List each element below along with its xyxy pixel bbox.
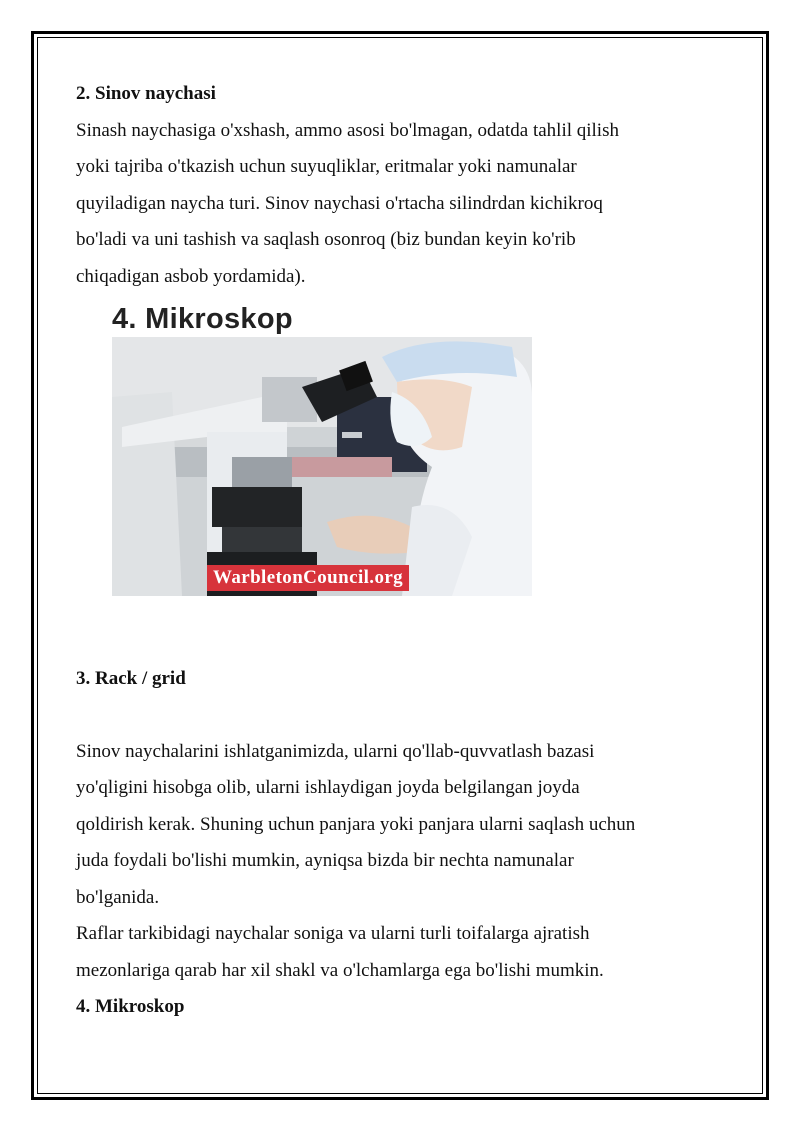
paragraph-line: yoki tajriba o'tkazish uchun suyuqliklar, eritmalar yoki namunalar bbox=[76, 156, 577, 177]
paragraph-line: bo'lganida. bbox=[76, 886, 160, 908]
paragraph-line: bo'ladi va uni tashish va saqlash osonroq (biz bundan keyin ko'rib bbox=[76, 229, 576, 250]
paragraph-line: juda foydali bo'lishi mumkin, ayniqsa bizda bir nechta namunalar bbox=[76, 850, 574, 871]
paragraph-line: Raflar tarkibidagi naychalar soniga va ularni turli toifalarga ajratish bbox=[76, 923, 590, 944]
microscope-figure bbox=[76, 295, 726, 675]
heading-mikroskop: 4. Mikroskop bbox=[76, 996, 185, 1017]
heading-rack-grid: 3. Rack / grid bbox=[76, 668, 186, 689]
figure-title: 4. Mikroskop bbox=[112, 303, 293, 335]
heading-sinov-naychasi: 2. Sinov naychasi bbox=[76, 83, 216, 104]
paragraph-line: yo'qligini hisobga olib, ularni ishlaydigan joyda belgilangan joyda bbox=[76, 777, 580, 798]
paragraph-line: chiqadigan asbob yordamida). bbox=[76, 265, 306, 287]
document-body bbox=[76, 76, 726, 1026]
spacer bbox=[76, 698, 726, 734]
paragraph-line: Sinov naychalarini ishlatganimizda, ularni qo'llab-quvvatlash bazasi bbox=[76, 740, 595, 762]
microscope-photo bbox=[112, 337, 532, 596]
paragraph-line: mezonlariga qarab har xil shakl va o'lchamlarga ega bo'lishi mumkin. bbox=[76, 959, 604, 981]
watermark-label: WarbletonCouncil.org bbox=[207, 565, 409, 591]
paragraph-line: Sinash naychasiga o'xshash, ammo asosi bo'lmagan, odatda tahlil qilish bbox=[76, 119, 619, 141]
microscope-illustration bbox=[112, 337, 532, 596]
paragraph-line: quyiladigan naycha turi. Sinov naychasi o'rtacha silindrdan kichikroq bbox=[76, 192, 603, 214]
paragraph-line: qoldirish kerak. Shuning uchun panjara yoki panjara ularni saqlash uchun bbox=[76, 813, 636, 835]
